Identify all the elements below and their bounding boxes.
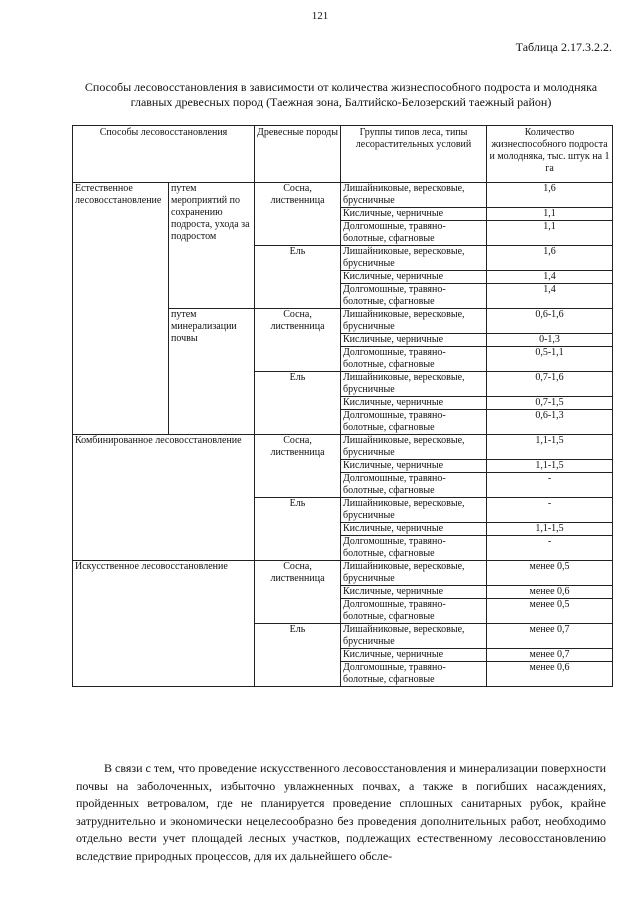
forest-type-cell: Лишайниковые, вересковые, брусничные xyxy=(341,246,487,271)
value-cell: менее 0,7 xyxy=(487,624,613,649)
value-cell: 1,4 xyxy=(487,271,613,284)
forest-type-cell: Лишайниковые, вересковые, брусничные xyxy=(341,309,487,334)
value-cell: менее 0,5 xyxy=(487,599,613,624)
value-cell: 1,1 xyxy=(487,221,613,246)
header-methods: Способы лесовосстановления xyxy=(73,126,255,183)
value-cell: 1,6 xyxy=(487,183,613,208)
value-cell: 1,1-1,5 xyxy=(487,460,613,473)
species-cell: Сосна, лиственница xyxy=(255,183,341,246)
forest-type-cell: Лишайниковые, вересковые, брусничные xyxy=(341,435,487,460)
value-cell: - xyxy=(487,473,613,498)
value-cell: 1,1-1,5 xyxy=(487,523,613,536)
forest-type-cell: Кисличные, черничные xyxy=(341,586,487,599)
method-cell: Искусственное лесовосстановление xyxy=(73,561,255,687)
table-caption: Способы лесовосстановления в зависимости от количества жизнеспособного подроста и молодняка главных древесных пород (Таежная зона, Балтийско-Белозерский таежный район) xyxy=(84,80,598,109)
value-cell: менее 0,6 xyxy=(487,662,613,687)
table-number: Таблица 2.17.3.2.2. xyxy=(515,40,612,54)
value-cell: - xyxy=(487,498,613,523)
table-header-row xyxy=(73,126,613,183)
header-quantity: Количество жизнеспособного подроста и молодняка, тыс. штук на 1 га xyxy=(487,126,613,183)
submethod-cell: путем мероприятий по сохранению подроста, ухода за подростом xyxy=(169,183,255,309)
reforestation-table xyxy=(72,125,613,687)
value-cell: менее 0,5 xyxy=(487,561,613,586)
value-cell: менее 0,6 xyxy=(487,586,613,599)
submethod-cell: путем минерализации почвы xyxy=(169,309,255,435)
forest-type-cell: Долгомошные, травяно-болотные, сфагновые xyxy=(341,347,487,372)
value-cell: 0,6-1,3 xyxy=(487,410,613,435)
method-cell: Естественное лесовосстановление xyxy=(73,183,169,435)
forest-type-cell: Лишайниковые, вересковые, брусничные xyxy=(341,183,487,208)
species-cell: Ель xyxy=(255,498,341,561)
forest-type-cell: Лишайниковые, вересковые, брусничные xyxy=(341,624,487,649)
forest-type-cell: Долгомошные, травяно-болотные, сфагновые xyxy=(341,410,487,435)
forest-type-cell: Долгомошные, травяно-болотные, сфагновые xyxy=(341,599,487,624)
value-cell: 0-1,3 xyxy=(487,334,613,347)
forest-type-cell: Кисличные, черничные xyxy=(341,523,487,536)
forest-type-cell: Долгомошные, травяно-болотные, сфагновые xyxy=(341,221,487,246)
forest-type-cell: Лишайниковые, вересковые, брусничные xyxy=(341,561,487,586)
species-cell: Сосна, лиственница xyxy=(255,435,341,498)
value-cell: - xyxy=(487,536,613,561)
page-number: 121 xyxy=(311,10,329,22)
value-cell: менее 0,7 xyxy=(487,649,613,662)
value-cell: 0,6-1,6 xyxy=(487,309,613,334)
value-cell: 1,6 xyxy=(487,246,613,271)
table-row xyxy=(73,435,613,460)
header-forest-types: Группы типов леса, типы лесорастительных условий xyxy=(341,126,487,183)
forest-type-cell: Кисличные, черничные xyxy=(341,397,487,410)
value-cell: 1,1-1,5 xyxy=(487,435,613,460)
forest-type-cell: Долгомошные, травяно-болотные, сфагновые xyxy=(341,473,487,498)
forest-type-cell: Лишайниковые, вересковые, брусничные xyxy=(341,498,487,523)
value-cell: 0,5-1,1 xyxy=(487,347,613,372)
forest-type-cell: Кисличные, черничные xyxy=(341,649,487,662)
species-cell: Ель xyxy=(255,372,341,435)
value-cell: 1,1 xyxy=(487,208,613,221)
species-cell: Ель xyxy=(255,624,341,687)
forest-type-cell: Долгомошные, травяно-болотные, сфагновые xyxy=(341,536,487,561)
value-cell: 1,4 xyxy=(487,284,613,309)
forest-type-cell: Долгомошные, травяно-болотные, сфагновые xyxy=(341,662,487,687)
value-cell: 0,7-1,6 xyxy=(487,372,613,397)
table-row xyxy=(73,561,613,586)
forest-type-cell: Долгомошные, травяно-болотные, сфагновые xyxy=(341,284,487,309)
header-species: Древесные породы xyxy=(255,126,341,183)
forest-type-cell: Кисличные, черничные xyxy=(341,334,487,347)
forest-type-cell: Лишайниковые, вересковые, брусничные xyxy=(341,372,487,397)
value-cell: 0,7-1,5 xyxy=(487,397,613,410)
species-cell: Сосна, лиственница xyxy=(255,309,341,372)
species-cell: Сосна, лиственница xyxy=(255,561,341,624)
method-cell: Комбинированное лесовосстановление xyxy=(73,435,255,561)
body-paragraph: В связи с тем, что проведение искусственного лесовосстановления и минерализации поверхности почвы на заболоченных, избыточно увлажненных почвах, а также в погибших насаждениях, пройденных ветровалом, где не планируется проведение сплошных санитарных рубок, крайне затруднительно и экономически нецелесообразно без проведения дополнительных работ, необходимо отдельно вести учет площадей лесных участков, подлежащих естественному лесовосстановлению вследствие природных процессов, для их дальнейшего обсле- xyxy=(76,761,606,863)
species-cell: Ель xyxy=(255,246,341,309)
forest-type-cell: Кисличные, черничные xyxy=(341,208,487,221)
forest-type-cell: Кисличные, черничные xyxy=(341,271,487,284)
forest-type-cell: Кисличные, черничные xyxy=(341,460,487,473)
table-row xyxy=(73,183,613,208)
